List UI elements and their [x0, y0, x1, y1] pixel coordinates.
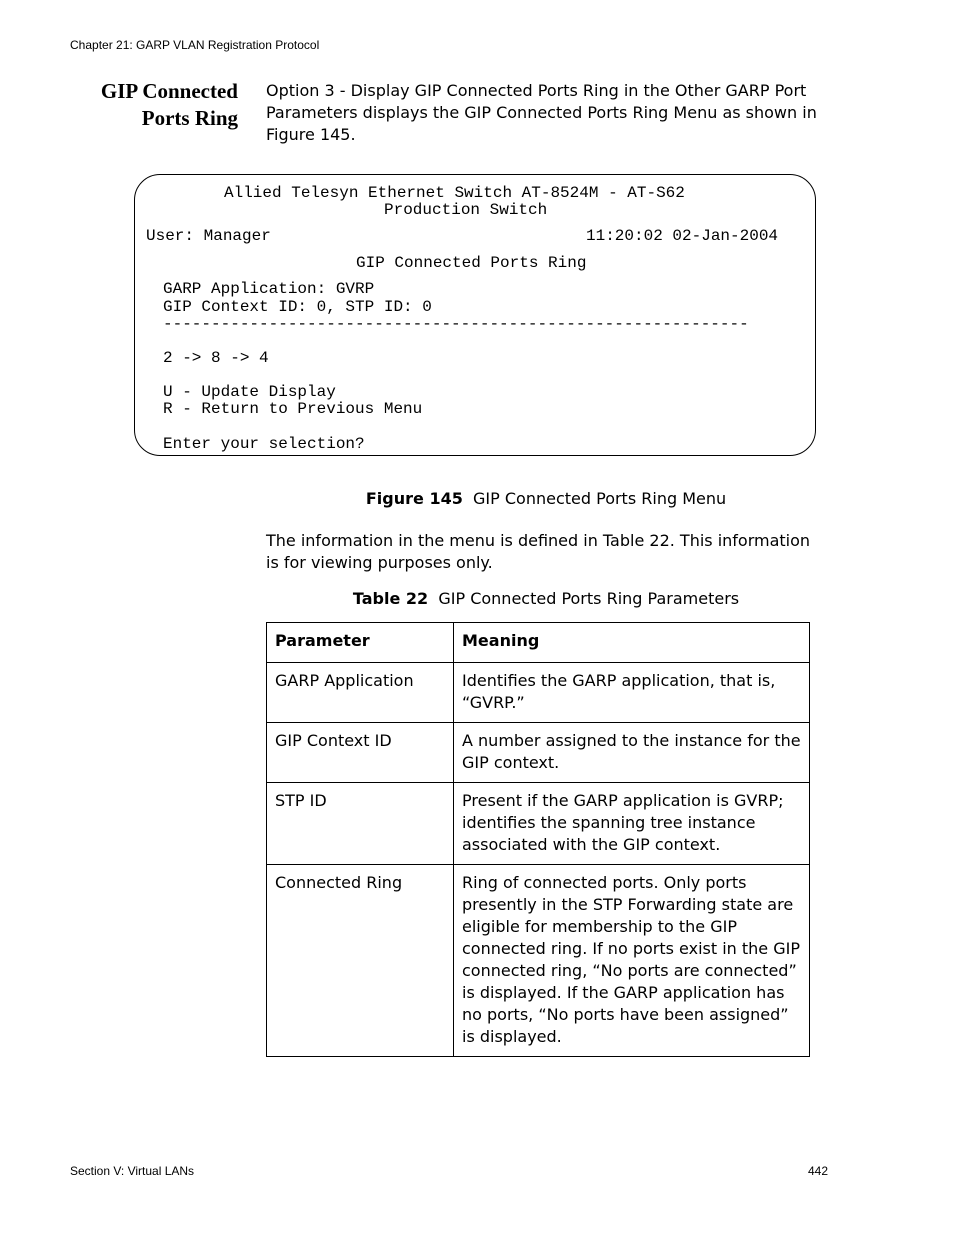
table-row [267, 663, 810, 723]
footer-section: Section V: Virtual LANs [70, 1164, 195, 1178]
table-header-meaning: Meaning [454, 623, 810, 663]
table-row [267, 723, 810, 783]
running-head: Chapter 21: GARP VLAN Registration Protocol [70, 38, 320, 52]
figure-caption-label: Figure 145 [365, 489, 463, 508]
section-heading-line2: Ports Ring [141, 106, 238, 130]
table-cell-meaning: Present if the GARP application is GVRP; identifies the spanning tree instance associated with the GIP context. [454, 783, 810, 865]
section-heading-line1: GIP Connected [100, 79, 238, 103]
terminal-screen [134, 174, 816, 456]
figure-caption [266, 489, 826, 508]
table-row [267, 865, 810, 1057]
table-header-row [267, 623, 810, 663]
terminal-option-update: U - Update Display [163, 383, 336, 401]
terminal-title-line2: Production Switch [384, 201, 548, 219]
figure-caption-text: GIP Connected Ports Ring Menu [473, 489, 727, 508]
table-cell-meaning: Ring of connected ports. Only ports presently in the STP Forwarding state are eligible for membership to the GIP connected ring. If no ports exist in the GIP connected ring, “No ports are connected” is displayed. If the GARP application has no ports, “No ports have been assigned” is displayed. [454, 865, 810, 1057]
terminal-option-return: R - Return to Previous Menu [163, 400, 423, 418]
section-heading [60, 78, 238, 132]
terminal-user: User: Manager [146, 227, 271, 245]
terminal-separator: ------------------------------------------------------------- [163, 315, 749, 333]
table-cell-parameter: GIP Context ID [267, 723, 454, 783]
table-cell-meaning: A number assigned to the instance for the GIP context. [454, 723, 810, 783]
terminal-title-line1: Allied Telesyn Ethernet Switch AT-8524M - AT-S62 [224, 184, 685, 202]
terminal-timestamp: 11:20:02 02-Jan-2004 [586, 227, 779, 245]
footer-page-number: 442 [807, 1164, 828, 1178]
table-cell-parameter: GARP Application [267, 663, 454, 723]
table-row [267, 783, 810, 865]
table-cell-parameter: Connected Ring [267, 865, 454, 1057]
terminal-menu-title: GIP Connected Ports Ring [356, 254, 587, 272]
terminal-context-line: GIP Context ID: 0, STP ID: 0 [163, 298, 432, 316]
terminal-garp-application: GARP Application: GVRP [163, 280, 375, 298]
table-caption [266, 589, 826, 608]
table-intro-paragraph: The information in the menu is defined in Table 22. This information is for viewing purposes only. [266, 531, 811, 572]
table-cell-parameter: STP ID [267, 783, 454, 865]
table-header-parameter: Parameter [267, 623, 454, 663]
parameters-table [266, 622, 810, 1057]
table-caption-label: Table 22 [352, 589, 429, 608]
terminal-ring: 2 -> 8 -> 4 [163, 349, 269, 367]
intro-paragraph: Option 3 - Display GIP Connected Ports Ring in the Other GARP Port Parameters displays the GIP Connected Ports Ring Menu as shown in Figure 145. [266, 81, 817, 144]
table-cell-meaning: Identifies the GARP application, that is, “GVRP.” [454, 663, 810, 723]
terminal-prompt: Enter your selection? [163, 435, 365, 453]
table-caption-text: GIP Connected Ports Ring Parameters [438, 589, 740, 608]
